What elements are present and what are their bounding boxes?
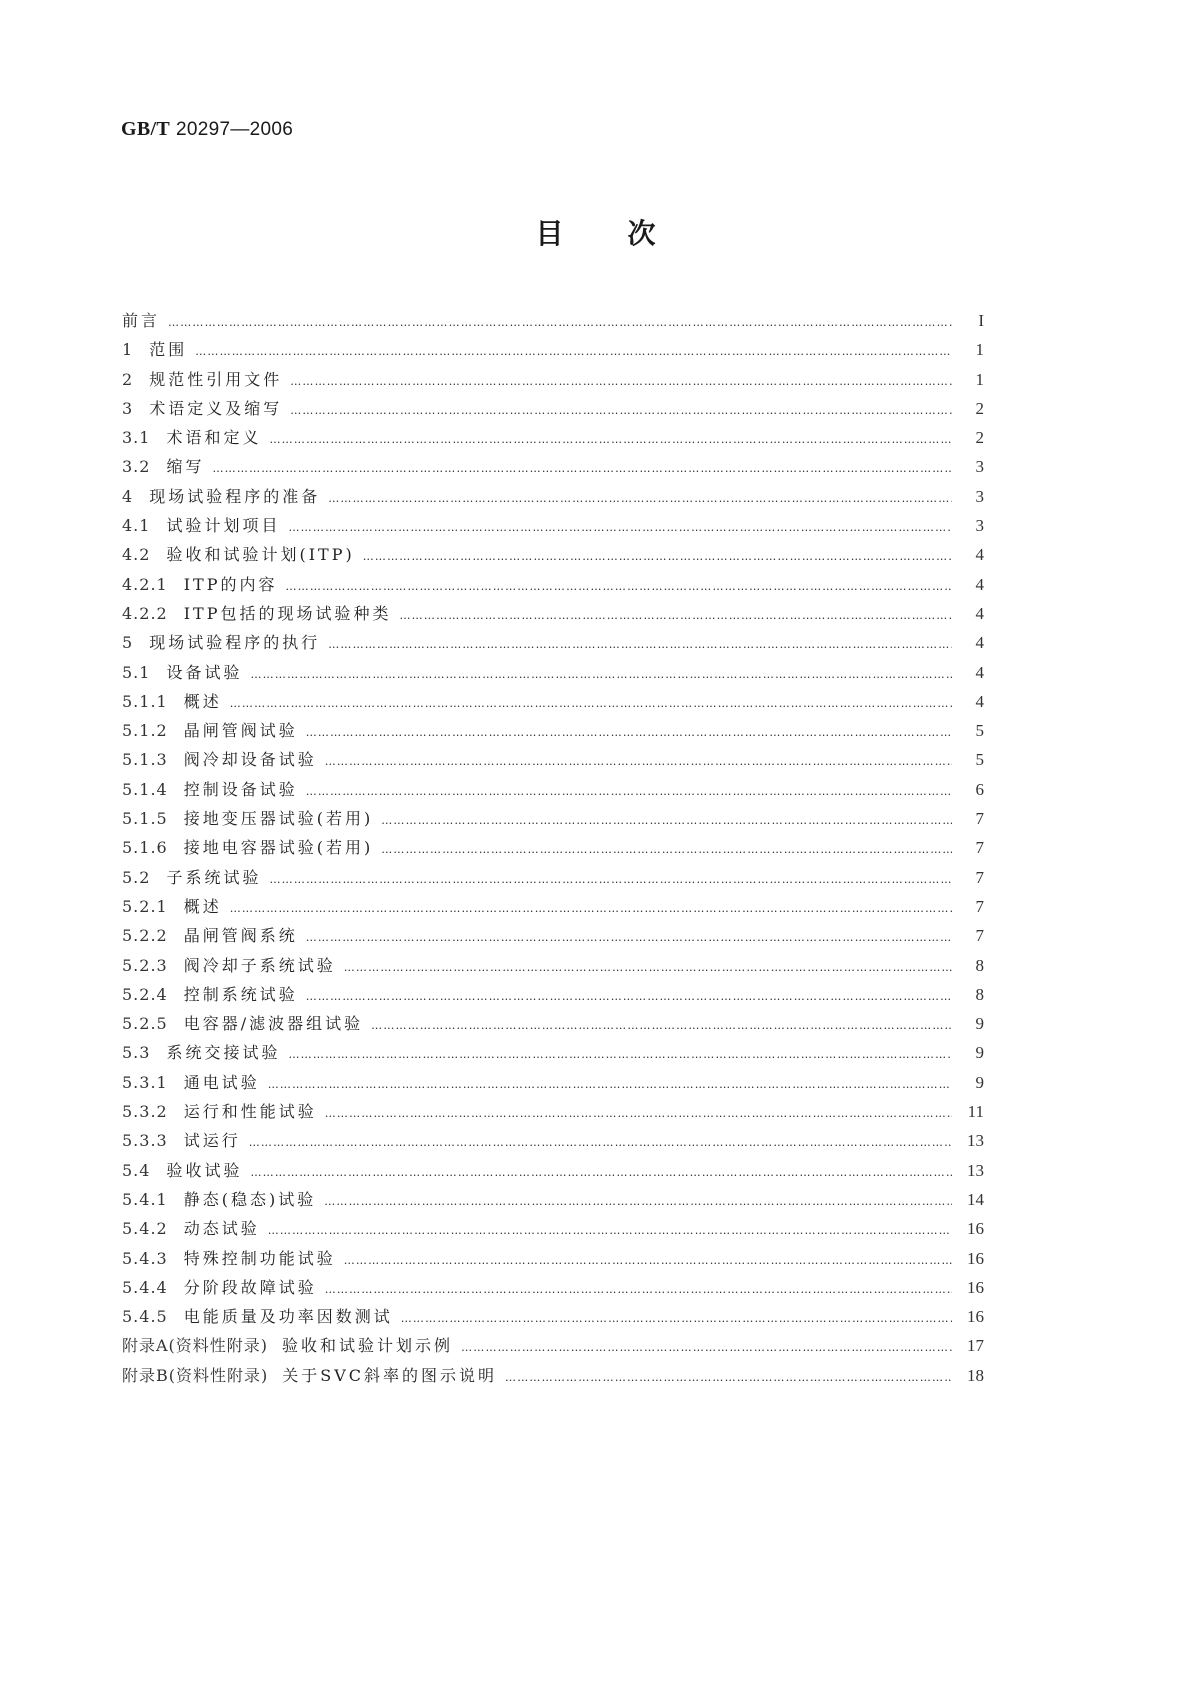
toc-entry-label: 术语和定义 [166,428,262,448]
toc-entry-number: 5.1.3 [122,750,168,770]
dot-leader [195,337,952,366]
dot-leader [168,308,952,337]
toc-entry-page: 13 [967,1131,984,1151]
toc-entry[interactable] [122,775,984,804]
toc-entry-number: 5.4.5 [122,1307,168,1327]
dot-leader [249,1128,952,1157]
toc-entry-page: 7 [975,867,984,887]
dot-leader [461,1333,952,1362]
toc-entry[interactable] [122,628,984,657]
dot-leader [324,1187,952,1216]
toc-entry[interactable] [122,306,984,335]
toc-entry-page: 4 [975,633,984,653]
toc-entry-label: 系统交接试验 [166,1043,281,1063]
toc-entry[interactable] [122,1244,984,1273]
toc-entry-label: 现场试验程序的执行 [149,633,321,653]
toc-entry[interactable] [122,951,984,980]
toc-entry-number: 5.3.2 [122,1102,168,1122]
toc-entry-label: 接地电容器试验(若用) [183,838,374,858]
dot-leader [268,1216,952,1245]
toc-entry-page: 9 [975,1043,984,1063]
toc-entry-number: 5.2.4 [122,984,168,1004]
toc-entry-number: 5.3 [122,1043,151,1063]
toc-entry-page: 16 [967,1219,984,1239]
toc-entry-label: 运行和性能试验 [183,1102,317,1122]
dot-leader [290,367,952,396]
toc-entry-page: 14 [967,1189,984,1209]
dot-leader [306,777,952,806]
toc-entry-label: 电能质量及功率因数测试 [183,1307,393,1327]
toc-entry[interactable] [122,423,984,452]
title-char-1: 目 [535,217,564,250]
toc-entry-page: 9 [975,1014,984,1034]
toc-entry-label: 验收试验 [166,1160,243,1180]
toc-entry-number: 附录A(资料性附录) [122,1336,269,1356]
dot-leader [325,747,952,776]
dot-leader [212,454,952,483]
toc-entry[interactable] [122,921,984,950]
toc-entry-page: 16 [967,1248,984,1268]
dot-leader [269,425,952,454]
toc-entry-page: 4 [975,691,984,711]
toc-entry-number: 5.2.1 [122,896,168,916]
toc-entry[interactable] [122,1214,984,1243]
toc-entry-page: 2 [975,398,984,418]
toc-entry[interactable] [122,687,984,716]
toc-entry[interactable] [122,1302,984,1331]
dot-leader [250,660,952,689]
dot-leader [306,982,952,1011]
toc-entry-label: 前言 [122,311,161,330]
dot-leader [290,396,952,425]
toc-entry-label: 通电试验 [183,1072,260,1092]
toc-entry-label: 阀冷却设备试验 [183,750,317,770]
toc-entry-page: 16 [967,1277,984,1297]
toc-entry[interactable] [122,570,984,599]
toc-entry-page: 7 [975,838,984,858]
toc-entry[interactable] [122,1038,984,1067]
toc-entry[interactable] [122,1097,984,1126]
dot-leader [230,689,952,718]
toc-entry-page: 3 [975,516,984,536]
toc-entry-label: 概述 [183,691,222,711]
toc-entry-number: 4.1 [122,516,151,536]
toc-entry-label: 关于SVC斜率的图示说明 [282,1365,498,1385]
toc-entry-number: 3.1 [122,428,151,448]
dot-leader [328,630,952,659]
toc-entry-label: 接地变压器试验(若用) [183,809,374,829]
toc-entry-number: 5.1.2 [122,721,168,741]
toc-entry-page: 17 [967,1336,984,1356]
dot-leader [381,806,952,835]
dot-leader [269,865,952,894]
toc-entry-page: 18 [967,1365,984,1385]
toc-entry[interactable] [122,365,984,394]
dot-leader [325,1275,952,1304]
dot-leader [306,718,952,747]
toc-entry-label: ITP的内容 [183,574,278,594]
toc-entry-label: 电容器/滤波器组试验 [183,1014,364,1034]
toc-entry-label: ITP包括的现场试验种类 [183,603,392,623]
toc-entry-page: 3 [975,486,984,506]
toc-entry-page: 11 [967,1102,984,1122]
dot-leader [505,1363,952,1392]
dot-leader [325,1099,952,1128]
toc-entry-label: 动态试验 [183,1219,260,1239]
dot-leader [288,513,952,542]
toc-entry[interactable] [122,1126,984,1155]
toc-entry[interactable] [122,804,984,833]
toc-entry-label: 控制系统试验 [183,984,298,1004]
dot-leader [285,572,952,601]
toc-entry-number: 5.2.5 [122,1014,168,1034]
toc-entry-page: 1 [975,340,984,360]
toc-entry[interactable] [122,745,984,774]
toc-entry-page: 5 [975,721,984,741]
toc-entry-page: 13 [967,1160,984,1180]
toc-entry[interactable] [122,394,984,423]
toc-entry-number: 附录B(资料性附录) [122,1365,269,1385]
toc-entry-number: 5.4.1 [122,1189,168,1209]
standard-number: 20297—2006 [176,119,294,140]
toc-entry[interactable] [122,335,984,364]
toc-entry-page: 16 [967,1307,984,1327]
toc-entry-number: 2 [122,369,134,389]
toc-entry-page: 4 [975,662,984,682]
toc-entry-number: 5.2 [122,867,151,887]
toc-entry[interactable] [122,1185,984,1214]
toc-entry-number: 5 [122,633,134,653]
dot-leader [371,1011,952,1040]
toc-entry-label: 设备试验 [166,662,243,682]
table-of-contents [122,306,984,1390]
dot-leader [288,1040,952,1069]
toc-entry-number: 3.2 [122,457,151,477]
toc-entry-page: 8 [975,955,984,975]
toc-entry-label: 静态(稳态)试验 [183,1189,317,1209]
toc-entry[interactable] [122,1361,984,1390]
toc-entry[interactable] [122,833,984,862]
toc-entry-number: 5.4.2 [122,1219,168,1239]
dot-leader [381,835,952,864]
toc-entry[interactable] [122,716,984,745]
toc-entry-label: 规范性引用文件 [149,369,283,389]
toc-entry-number: 3 [122,398,134,418]
dot-leader [344,953,952,982]
toc-entry[interactable] [122,599,984,628]
toc-entry-page: 4 [975,603,984,623]
standard-code [121,118,293,141]
toc-entry-label: 范围 [149,340,188,360]
page-title [0,212,1191,252]
toc-entry-number: 5.2.2 [122,926,168,946]
toc-entry-label: 特殊控制功能试验 [183,1248,336,1268]
toc-entry-number: 5.3.3 [122,1131,168,1151]
toc-entry[interactable] [122,658,984,687]
toc-entry-page: I [978,311,984,330]
toc-entry-label: 现场试验程序的准备 [149,486,321,506]
toc-entry[interactable] [122,1273,984,1302]
title-char-2: 次 [627,217,656,250]
toc-entry-label: 验收和试验计划示例 [282,1336,454,1356]
dot-leader [306,923,952,952]
toc-entry-label: 概述 [183,896,222,916]
toc-entry[interactable] [122,1068,984,1097]
toc-entry[interactable] [122,1331,984,1360]
toc-entry-label: 缩写 [166,457,205,477]
toc-entry-number: 1 [122,340,134,360]
toc-entry-number: 5.1.1 [122,691,168,711]
toc-entry-page: 7 [975,896,984,916]
toc-entry-number: 5.1.6 [122,838,168,858]
toc-entry-number: 5.4 [122,1160,151,1180]
dot-leader [399,601,952,630]
toc-entry-label: 阀冷却子系统试验 [183,955,336,975]
toc-entry-label: 控制设备试验 [183,779,298,799]
toc-entry-number: 5.1 [122,662,151,682]
toc-entry[interactable] [122,892,984,921]
standard-prefix: GB/T [121,118,170,140]
toc-entry-page: 2 [975,428,984,448]
toc-entry-number: 5.4.3 [122,1248,168,1268]
toc-entry[interactable] [122,980,984,1009]
toc-entry-page: 1 [975,369,984,389]
toc-entry-page: 4 [975,574,984,594]
toc-entry-number: 4.2.2 [122,603,168,623]
toc-entry-label: 分阶段故障试验 [183,1277,317,1297]
toc-entry[interactable] [122,452,984,481]
dot-leader [268,1070,952,1099]
toc-entry-number: 4.2.1 [122,574,168,594]
toc-entry-label: 验收和试验计划(ITP) [166,545,355,565]
dot-leader [401,1304,952,1333]
toc-entry-number: 5.1.5 [122,809,168,829]
toc-entry-page: 7 [975,809,984,829]
toc-entry-number: 5.4.4 [122,1277,168,1297]
toc-entry-label: 晶闸管阀系统 [183,926,298,946]
toc-entry-label: 试验计划项目 [166,516,281,536]
toc-entry[interactable] [122,1009,984,1038]
toc-entry-page: 7 [975,926,984,946]
toc-entry[interactable] [122,511,984,540]
toc-entry-page: 6 [975,779,984,799]
dot-leader [328,484,952,513]
toc-entry-number: 4 [122,486,134,506]
toc-entry-number: 5.1.4 [122,779,168,799]
toc-entry[interactable] [122,863,984,892]
toc-entry-page: 9 [975,1072,984,1092]
toc-entry-page: 8 [975,984,984,1004]
toc-entry-number: 4.2 [122,545,151,565]
toc-entry-label: 术语定义及缩写 [149,398,283,418]
toc-entry-page: 3 [975,457,984,477]
dot-leader [363,542,952,571]
toc-entry-page: 4 [975,545,984,565]
toc-entry[interactable] [122,482,984,511]
toc-entry-number: 5.2.3 [122,955,168,975]
toc-entry-label: 试运行 [183,1131,241,1151]
dot-leader [344,1246,952,1275]
toc-entry[interactable] [122,1156,984,1185]
dot-leader [250,1158,952,1187]
toc-entry-number: 5.3.1 [122,1072,168,1092]
toc-entry[interactable] [122,540,984,569]
dot-leader [230,894,952,923]
toc-entry-label: 晶闸管阀试验 [183,721,298,741]
toc-entry-page: 5 [975,750,984,770]
toc-entry-label: 子系统试验 [166,867,262,887]
